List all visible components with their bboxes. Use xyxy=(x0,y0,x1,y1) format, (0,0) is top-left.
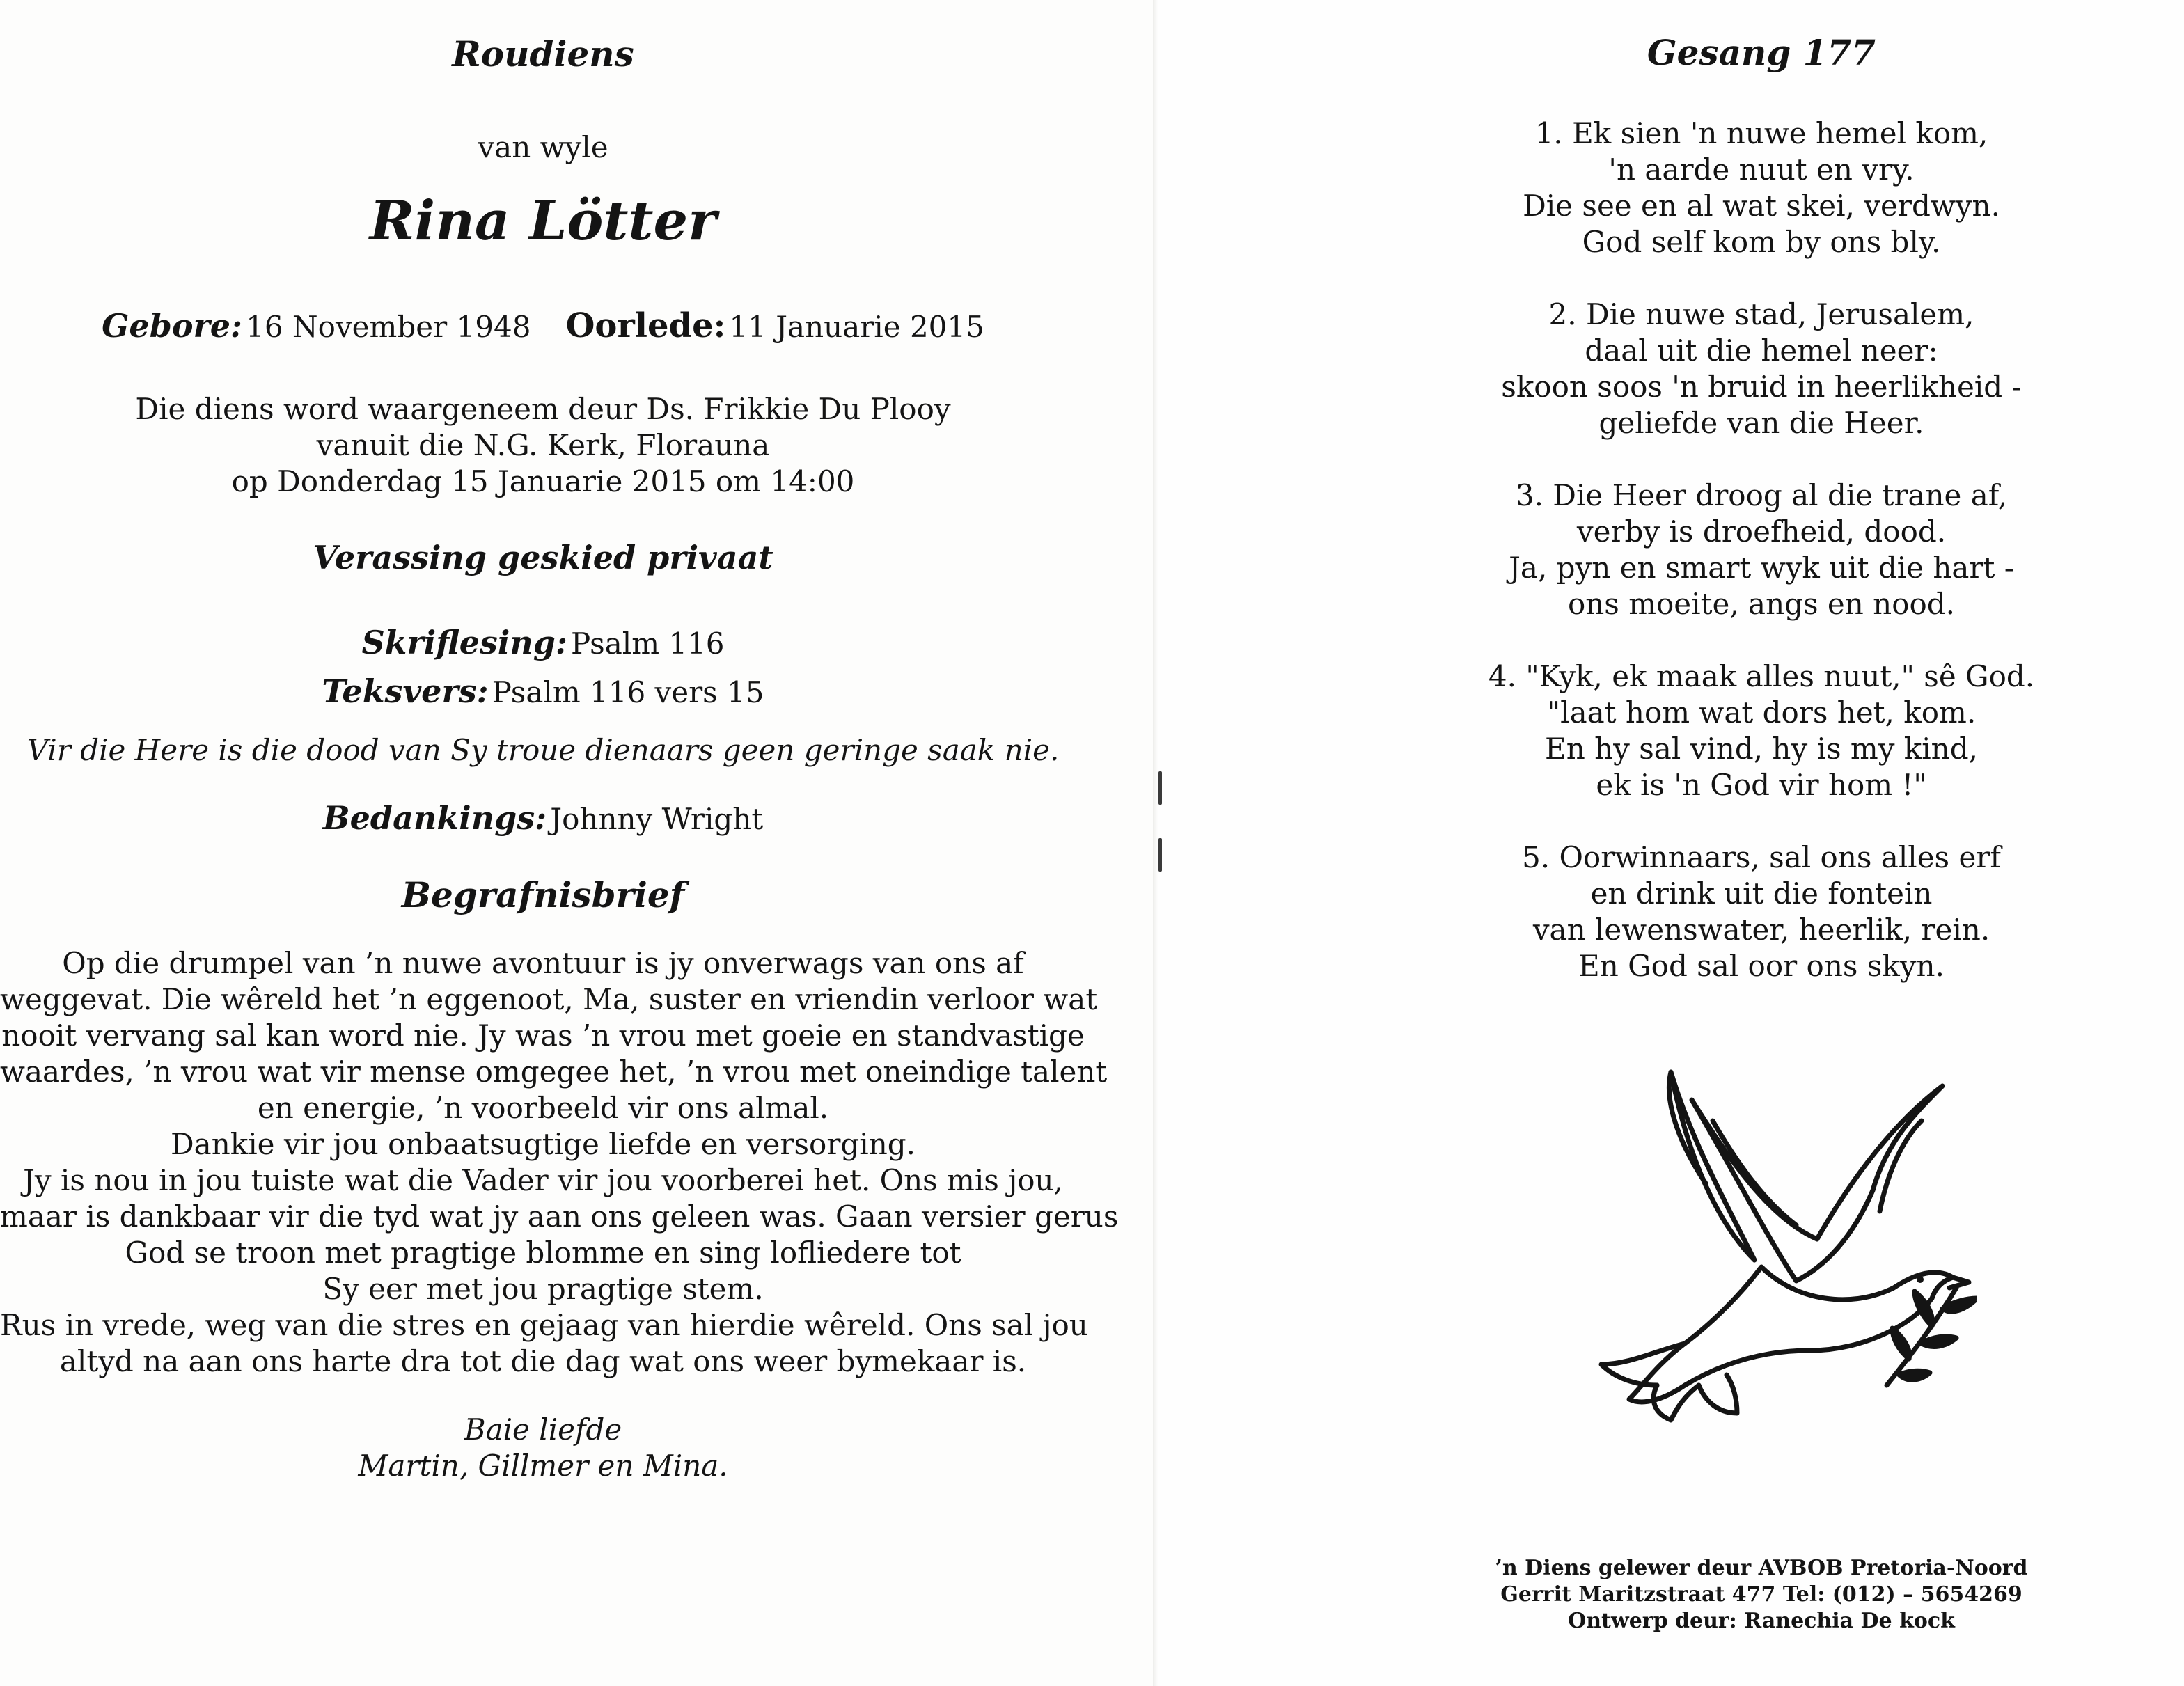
hymn-line: daal uit die hemel neer: xyxy=(1585,333,1938,368)
hymn-line: En God sal oor ons skyn. xyxy=(1578,949,1945,983)
service-line: Die diens word waargeneem deur Ds. Frikkie Du Plooy xyxy=(135,392,951,426)
hymn-line: 1. Ek sien 'n nuwe hemel kom, xyxy=(1534,116,1988,150)
binding-mark xyxy=(1158,771,1162,805)
text-verse-row xyxy=(0,672,1086,711)
letter-line: Sy eer met jou pragtige stem. xyxy=(322,1272,764,1306)
hymn-line: "laat hom wat dors het, kom. xyxy=(1546,695,1977,730)
hymn-line: 5. Oorwinnaars, sal ons alles erf xyxy=(1522,840,2001,874)
letter-line: nooit vervang sal kan word nie. Jy was ’n vrou met goeie en standvastige xyxy=(1,1018,1085,1053)
hymn-line: Die see en al wat skei, verdwyn. xyxy=(1523,189,2000,223)
dates-row xyxy=(0,306,1086,345)
letter-line: waardes, ’n vrou wat vir mense omgegee het, ’n vrou met oneindige talent xyxy=(0,1055,1108,1089)
subtitle: van wyle xyxy=(478,130,608,164)
hymn-verse-5 xyxy=(1476,840,2047,984)
hymn-line: 3. Die Heer droog al die trane af, xyxy=(1515,478,2008,512)
footer-line: Ontwerp deur: Ranechia De kock xyxy=(1568,1609,1955,1633)
letter-line: Dankie vir jou onbaatsugtige liefde en versorging. xyxy=(170,1127,916,1161)
letter-line: Rus in vrede, weg van die stres en gejaag van hierdie wêreld. Ons sal jou xyxy=(0,1308,1088,1342)
hymn-line: skoon soos 'n bruid in heerlikheid - xyxy=(1501,370,2022,404)
hymn-line: ons moeite, angs en nood. xyxy=(1567,587,1956,621)
letter-line: altyd na aan ons harte dra tot die dag wat ons weer bymekaar is. xyxy=(59,1344,1027,1378)
hymn-verse-4 xyxy=(1476,659,2047,803)
died-label: Oorlede: xyxy=(565,306,726,345)
reading-label: Skriflesing: xyxy=(361,624,567,661)
hymn-line: verby is droefheid, dood. xyxy=(1576,514,1947,549)
letter-line: Op die drumpel van ’n nuwe avontuur is jy onverwags van ons af xyxy=(62,946,1024,980)
hymn-line: En hy sal vind, hy is my kind, xyxy=(1545,732,1978,766)
hymn-line: God self kom by ons bly. xyxy=(1582,225,1941,259)
hymn-line: Ja, pyn en smart wyk uit die hart - xyxy=(1509,551,2014,585)
hymn-verse-2 xyxy=(1476,297,2047,441)
hymn-line: 4. "Kyk, ek maak alles nuut," sê God. xyxy=(1488,659,2035,693)
page-fold xyxy=(1153,0,1158,1686)
hymn-title: Gesang 177 xyxy=(1647,32,1876,73)
footer-line: ’n Diens gelewer deur AVBOB Pretoria-Noord xyxy=(1495,1556,2028,1580)
letter-line: maar is dankbaar vir die tyd wat jy aan ons geleen was. Gaan versier gerus xyxy=(0,1199,1119,1234)
letter-line: God se troon met pragtige blomme en sing lofliedere tot xyxy=(125,1236,961,1270)
died-value: 11 Januarie 2015 xyxy=(729,310,984,344)
hymn-line: van lewenswater, heerlik, rein. xyxy=(1532,913,1990,947)
text-verse-label: Teksvers: xyxy=(322,672,489,710)
born-label: Gebore: xyxy=(102,307,243,345)
footer-line: Gerrit Maritzstraat 477 Tel: (012) – 5654269 xyxy=(1500,1582,2022,1607)
hymn-line: 'n aarde nuut en vry. xyxy=(1608,152,1915,187)
text-verse-value: Psalm 116 vers 15 xyxy=(492,675,764,709)
letter-body xyxy=(0,945,1119,1380)
hymn-line: en drink uit die fontein xyxy=(1590,876,1933,911)
service-line: vanuit die N.G. Kerk, Florauna xyxy=(316,428,770,462)
thanks-value: Johnny Wright xyxy=(550,802,764,836)
reading-value: Psalm 116 xyxy=(571,627,725,661)
page-title: Roudiens xyxy=(452,33,634,74)
signoff-line: Baie liefde xyxy=(464,1412,622,1447)
hymn-line: geliefde van die Heer. xyxy=(1598,406,1924,440)
service-line: op Donderdag 15 Januarie 2015 om 14:00 xyxy=(231,464,855,498)
deceased-name: Rina Lötter xyxy=(369,189,717,253)
born-value: 16 November 1948 xyxy=(246,310,531,344)
hymn-verse-1 xyxy=(1476,116,2047,260)
dove-with-olive-branch-icon xyxy=(1587,1058,1977,1434)
thanks-label: Bedankings: xyxy=(322,799,547,837)
hymn-line: ek is 'n God vir hom !" xyxy=(1596,768,1927,802)
letter-line: en energie, ’n voorbeeld vir ons almal. xyxy=(257,1091,829,1125)
footer-credits xyxy=(1490,1555,2033,1634)
letter-line: Jy is nou in jou tuiste wat die Vader vir jou voorberei het. Ons mis jou, xyxy=(23,1163,1063,1197)
service-info xyxy=(0,391,1086,500)
binding-mark xyxy=(1158,838,1162,872)
letter-title: Begrafnisbrief xyxy=(401,874,685,915)
verse-quote: Vir die Here is die dood van Sy troue dienaars geen geringe saak nie. xyxy=(26,733,1060,767)
thanks-row xyxy=(0,799,1086,837)
cremation-note: Verassing geskied privaat xyxy=(313,539,773,576)
hymn-line: 2. Die nuwe stad, Jerusalem, xyxy=(1548,297,1974,331)
letter-line: weggevat. Die wêreld het ’n eggenoot, Ma, suster en vriendin verloor wat xyxy=(0,982,1098,1016)
hymn-verse-3 xyxy=(1476,478,2047,622)
signoff-line: Martin, Gillmer en Mina. xyxy=(358,1449,728,1483)
reading-row xyxy=(0,624,1086,662)
signoff xyxy=(0,1412,1086,1484)
hymn-verses xyxy=(1476,116,2047,1021)
